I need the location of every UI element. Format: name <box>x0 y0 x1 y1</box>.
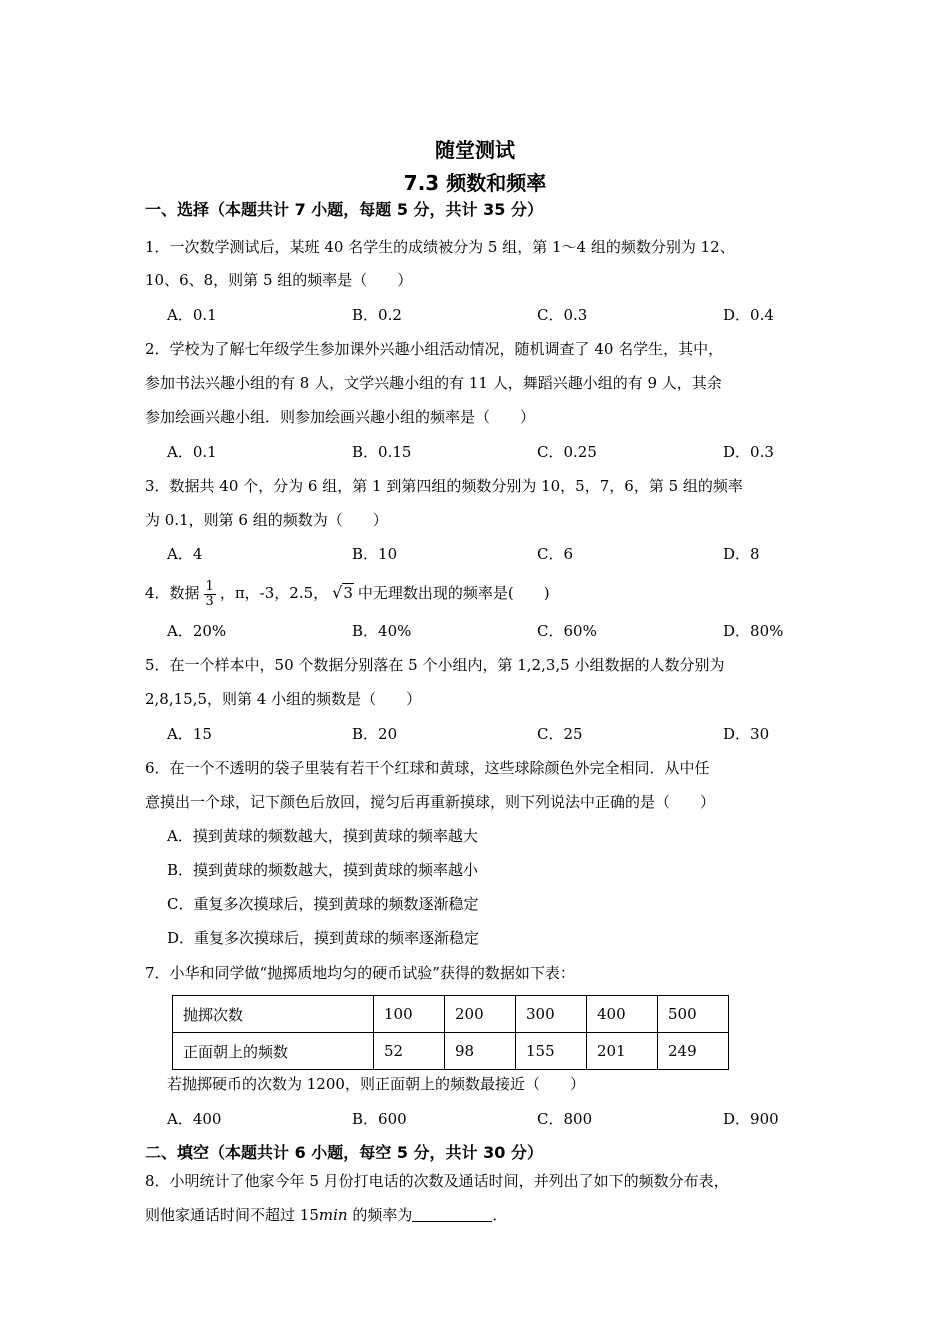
table-cell: 抛掷次数 <box>173 996 374 1033</box>
table-cell: 500 <box>658 996 729 1033</box>
q2-line1: 2．学校为了解七年级学生参加课外兴趣小组活动情况，随机调查了 40 名学生，其中， <box>145 340 724 358</box>
sqrt-radicand: 3 <box>343 584 353 602</box>
q8-line2-prefix: 则他家通话时间不超过 15 <box>145 1206 319 1224</box>
q3-option-a: A．4 <box>167 545 203 563</box>
coin-toss-table <box>172 995 729 1070</box>
table-cell: 400 <box>587 996 658 1033</box>
q6-option-a: A．摸到黄球的频数越大，摸到黄球的频率越大 <box>167 827 478 845</box>
fraction-numerator: 1 <box>205 578 214 594</box>
q2-line2: 参加书法兴趣小组的有 8 人，文学兴趣小组的有 11 人，舞蹈兴趣小组的有 9 人，其余 <box>145 374 722 392</box>
q2-option-b: B．0.15 <box>352 443 412 461</box>
q5-option-a: A．15 <box>167 725 212 743</box>
q7-option-b: B．600 <box>352 1110 407 1128</box>
table-cell: 52 <box>374 1033 445 1070</box>
table-cell: 201 <box>587 1033 658 1070</box>
q3-line1: 3．数据共 40 个，分为 6 组，第 1 到第四组的频数分别为 10，5，7，6，第 5 组的频率 <box>145 477 743 495</box>
q6-line2: 意摸出一个球，记下颜色后放回，搅匀后再重新摸球，则下列说法中正确的是（ ） <box>145 793 716 811</box>
sqrt-three <box>332 578 354 608</box>
q8-end: ． <box>492 1206 508 1224</box>
q4-option-c: C．60% <box>537 622 597 640</box>
q5-line1: 5．在一个样本中，50 个数据分别落在 5 个小组内，第 1,2,3,5 小组数据的人数分别为 <box>145 656 725 674</box>
q1-option-a: A．0.1 <box>167 306 217 324</box>
answer-blank[interactable] <box>412 1205 492 1222</box>
fraction-one-third <box>204 580 216 609</box>
q6-option-d: D．重复多次摸球后，摸到黄球的频率逐渐稳定 <box>167 929 480 947</box>
q1-option-b: B．0.2 <box>352 306 402 324</box>
q3-option-d: D．8 <box>723 545 760 563</box>
q8-line2 <box>145 1204 507 1226</box>
q1-option-d: D．0.4 <box>723 306 774 324</box>
q4-option-d: D．80% <box>723 622 784 640</box>
table-cell: 正面朝上的频数 <box>173 1033 374 1070</box>
table-cell: 155 <box>516 1033 587 1070</box>
q7-line1: 7．小华和同学做“抛掷质地均匀的硬币试验”获得的数据如下表： <box>145 964 575 982</box>
q3-line2: 为 0.1，则第 6 组的频数为（ ） <box>145 511 388 529</box>
page-subtitle: 7.3 频数和频率 <box>403 171 547 195</box>
q7-option-a: A．400 <box>167 1110 222 1128</box>
q6-option-c: C．重复多次摸球后，摸到黄球的频数逐渐稳定 <box>167 895 479 913</box>
q4-line <box>145 578 550 609</box>
table-row <box>173 1033 729 1070</box>
q5-option-d: D．30 <box>723 725 770 743</box>
table-cell: 98 <box>445 1033 516 1070</box>
q5-option-c: C．25 <box>537 725 583 743</box>
q7-line2: 若抛掷硬币的次数为 1200，则正面朝上的频数最接近（ ） <box>167 1075 585 1093</box>
q6-option-b: B．摸到黄球的频数越大，摸到黄球的频率越小 <box>167 861 479 879</box>
table-cell: 249 <box>658 1033 729 1070</box>
q4-option-b: B．40% <box>352 622 412 640</box>
q2-option-d: D．0.3 <box>723 443 774 461</box>
q7-option-c: C．800 <box>537 1110 593 1128</box>
q2-option-c: C．0.25 <box>537 443 597 461</box>
table-cell: 300 <box>516 996 587 1033</box>
q3-option-c: C．6 <box>537 545 574 563</box>
q7-option-d: D．900 <box>723 1110 779 1128</box>
radical-sign-icon: √ <box>332 583 343 602</box>
q2-option-a: A．0.1 <box>167 443 217 461</box>
q4-middle: ，π，-3，2.5， <box>219 584 329 602</box>
q2-line3: 参加绘画兴趣小组．则参加绘画兴趣小组的频率是（ ） <box>145 408 536 426</box>
q3-option-b: B．10 <box>352 545 398 563</box>
section-choice-heading: 一、选择（本题共计 7 小题，每题 5 分，共计 35 分） <box>145 200 543 219</box>
q5-line2: 2,8,15,5，则第 4 小组的频数是（ ） <box>145 690 422 708</box>
fraction-denominator: 3 <box>205 593 214 609</box>
table-row <box>173 996 729 1033</box>
q1-option-c: C．0.3 <box>537 306 588 324</box>
q4-option-a: A．20% <box>167 622 227 640</box>
table-cell: 200 <box>445 996 516 1033</box>
page-title: 随堂测试 <box>435 138 515 162</box>
q8-line2-suffix: 的频率为 <box>347 1206 413 1224</box>
q6-line1: 6．在一个不透明的袋子里装有若干个红球和黄球，这些球除颜色外完全相同．从中任 <box>145 759 710 777</box>
q4-suffix: 中无理数出现的频率是( ) <box>357 584 550 602</box>
q1-line2: 10、6、8，则第 5 组的频率是（ ） <box>145 271 413 289</box>
q8-unit: min <box>318 1206 348 1224</box>
q4-prefix: 4．数据 <box>145 584 200 602</box>
section-fill-heading: 二、填空（本题共计 6 小题，每空 5 分，共计 30 分） <box>145 1143 543 1162</box>
q8-line1: 8．小明统计了他家今年 5 月份打电话的次数及通话时间，并列出了如下的频数分布表， <box>145 1172 729 1190</box>
table-cell: 100 <box>374 996 445 1033</box>
q5-option-b: B．20 <box>352 725 398 743</box>
q1-line1: 1．一次数学测试后，某班 40 名学生的成绩被分为 5 组，第 1～4 组的频数分别为 12、 <box>145 238 735 256</box>
